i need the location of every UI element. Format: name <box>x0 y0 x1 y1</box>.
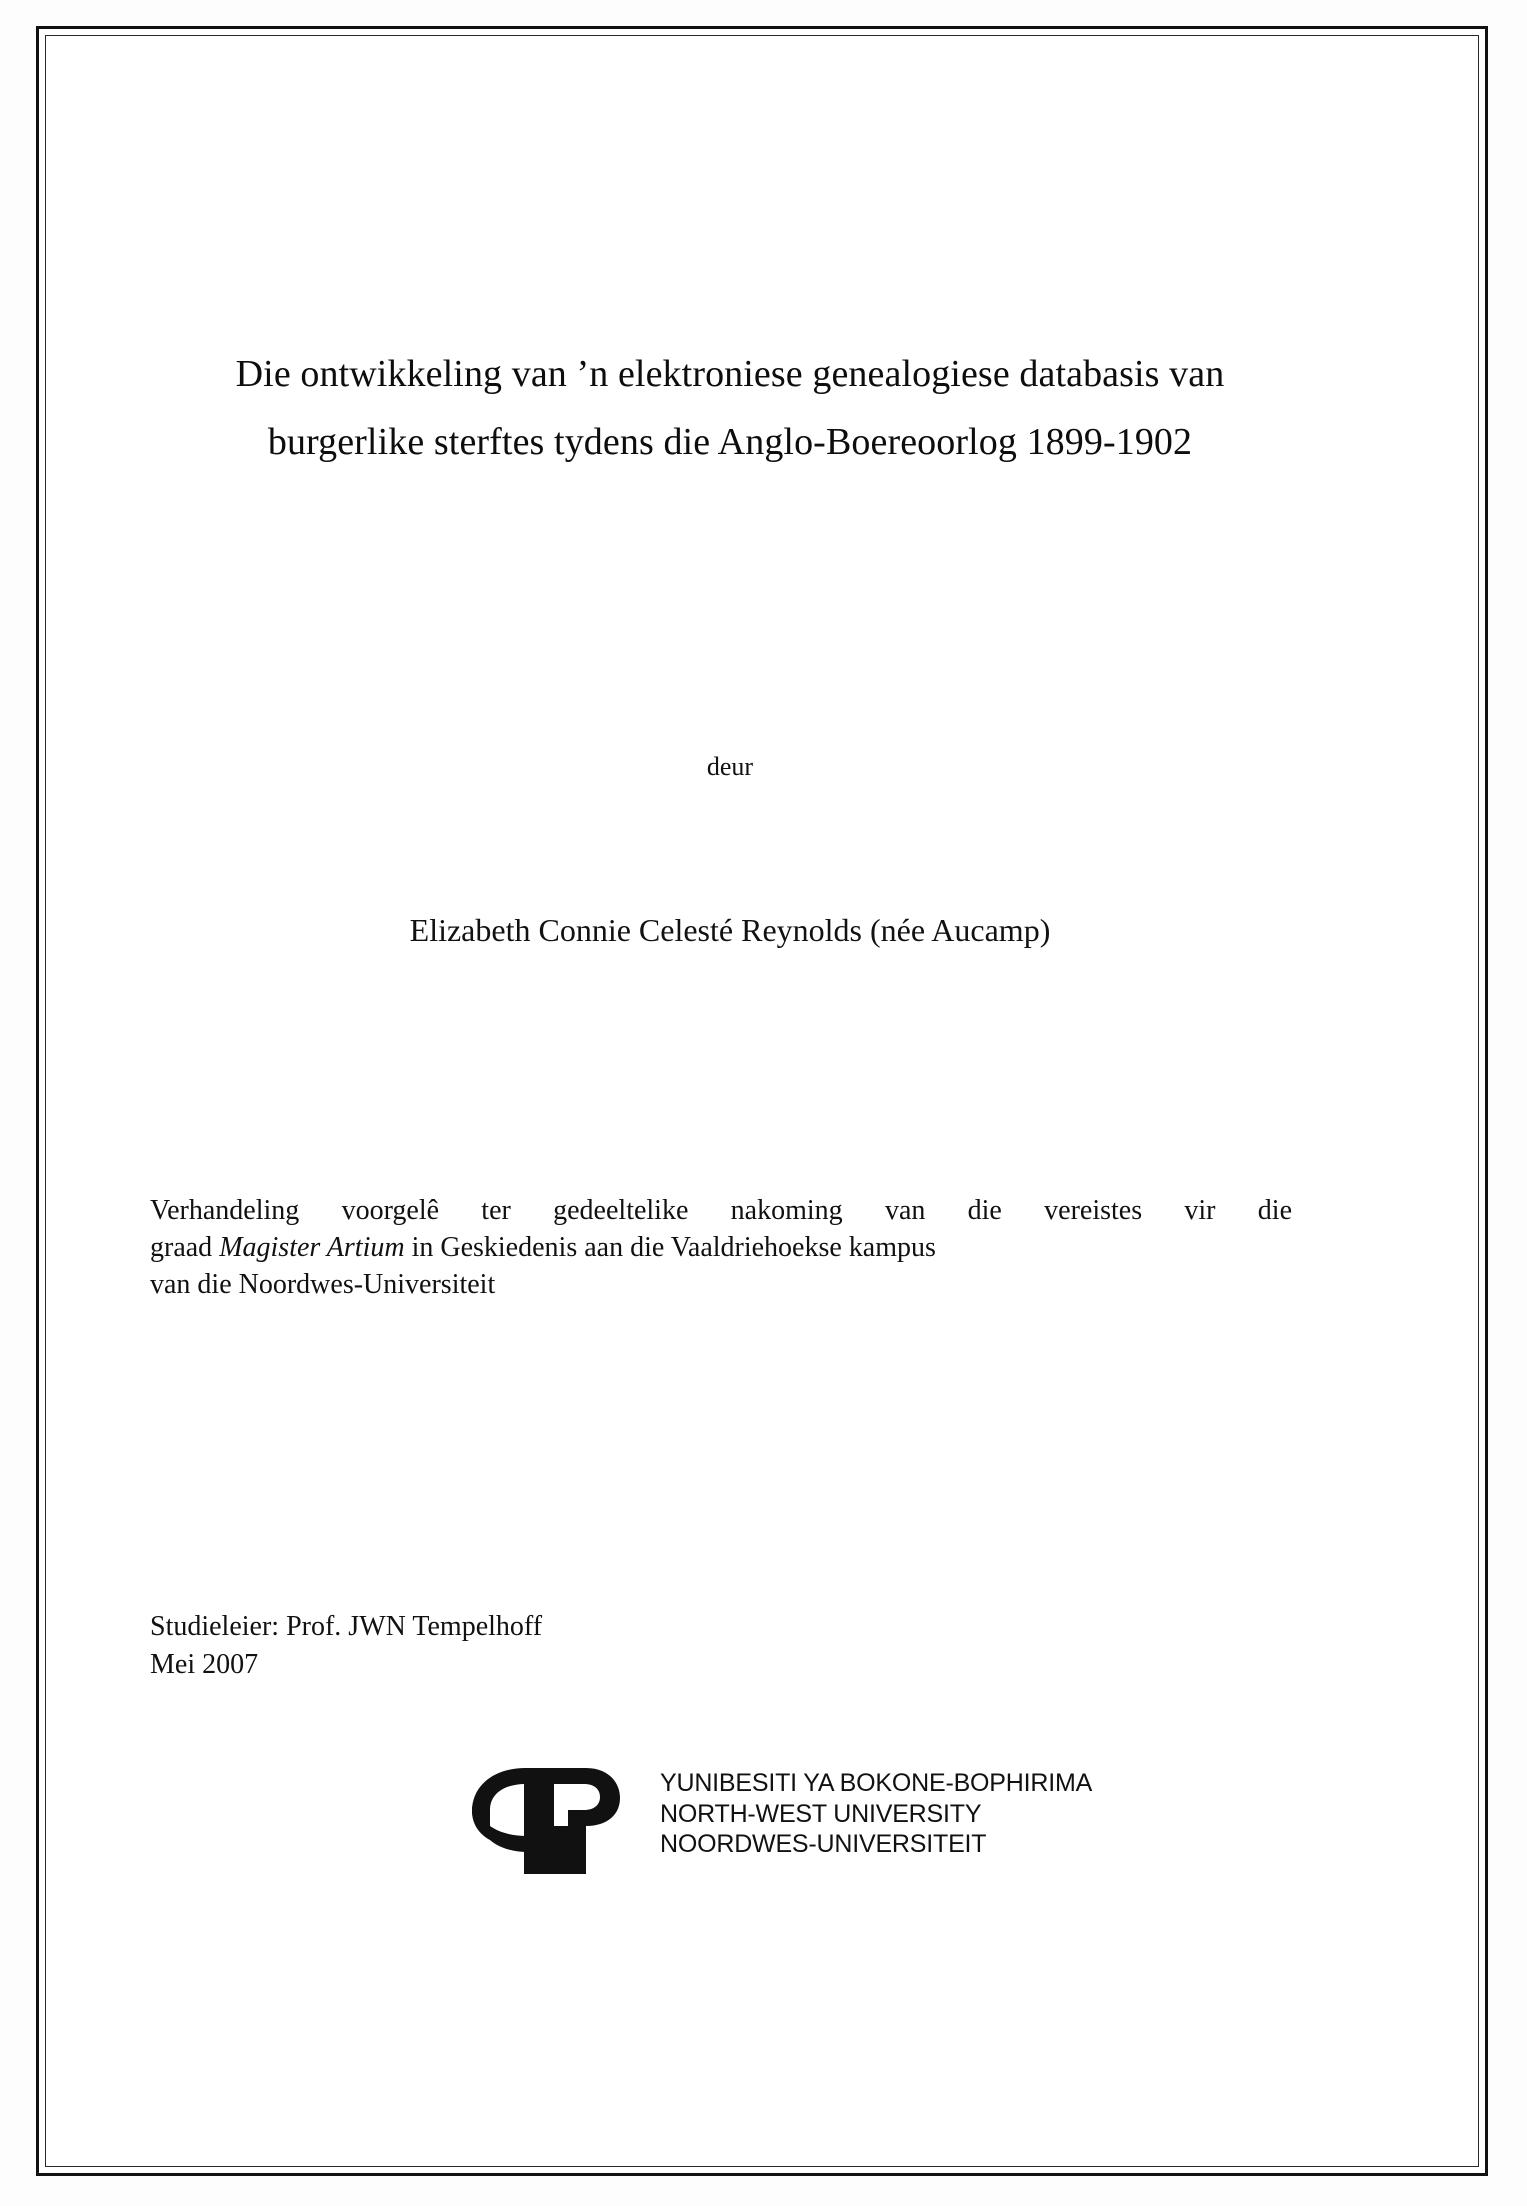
title-line-2: burgerlike sterftes tydens die Anglo-Boereoorlog 1899-1902 <box>267 421 1193 463</box>
statement-line-2-prefix: graad <box>150 1232 220 1264</box>
north-west-university-logo-icon <box>468 1764 653 1879</box>
supervisor-line: Studieleier: Prof. JWN Tempelhoff <box>150 1611 543 1642</box>
dissertation-statement <box>150 1192 1292 1304</box>
page-title <box>150 355 1310 461</box>
supervisor-block <box>150 1608 1310 1684</box>
date-line: Mei 2007 <box>150 1648 259 1680</box>
title-page-content <box>150 0 1310 2206</box>
logo-text-line-3: NOORDWES-UNIVERSITEIT <box>660 1830 987 1858</box>
title-line-1: Die ontwikkeling van ’n elektroniese genealogiese databasis van <box>235 353 1225 395</box>
degree-name: Magister Artium <box>219 1232 405 1264</box>
statement-line-2 <box>150 1229 1292 1266</box>
author-name: Elizabeth Connie Celesté Reynolds (née Aucamp) <box>409 912 1051 948</box>
logo-text-line-1: YUNIBESITI YA BOKONE-BOPHIRIMA <box>660 1769 1093 1797</box>
university-logo-block <box>468 1762 1208 1892</box>
logo-text-line-2: NORTH-WEST UNIVERSITY <box>660 1799 982 1828</box>
statement-line-3: van die Noordwes-Universiteit <box>150 1269 496 1301</box>
by-label: deur <box>706 752 754 781</box>
statement-line-2-suffix: in Geskiedenis aan die Vaaldriehoekse kampus <box>404 1232 936 1264</box>
university-logo-text <box>660 1768 1092 1860</box>
statement-line-1: Verhandeling voorgelê ter gedeeltelike nakoming van die vereistes vir die <box>150 1195 1292 1226</box>
